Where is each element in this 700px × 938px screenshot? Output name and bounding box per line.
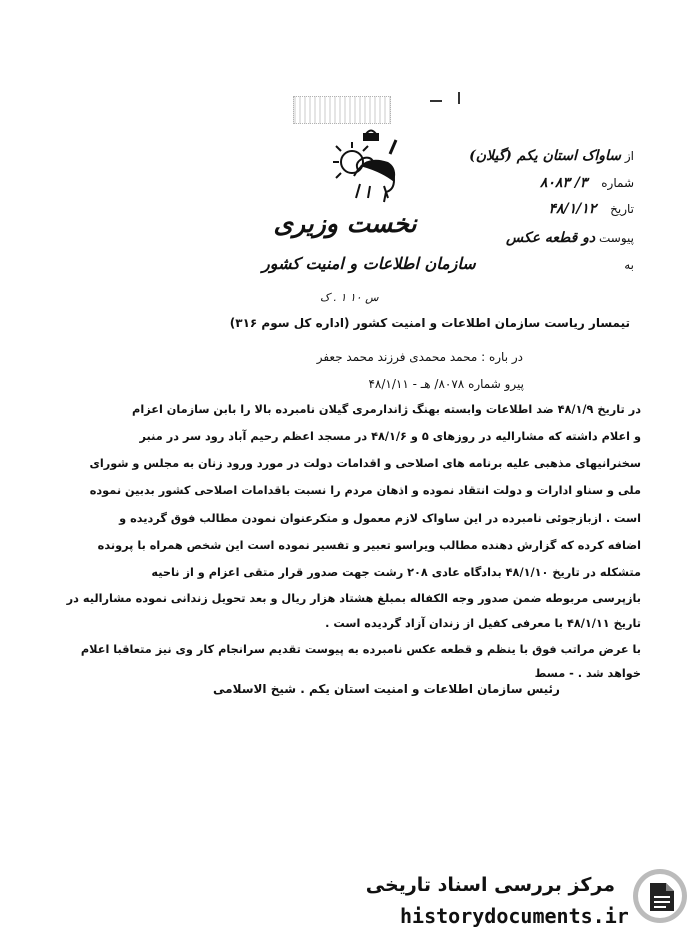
from-value: ساواک استان یکم (گیلان) [469,148,622,164]
faded-stamp [293,96,391,124]
corner-mark [458,92,460,104]
body-line: متشکله در تاریخ ۴۸/۱/۱۰ بدادگاه عادی ۲۰۸ رشت جهت صدور قرار متقی اعزام و از ناحیه [151,566,641,579]
attachment-row [500,230,634,246]
body-line: و اعلام داشته که مشارالیه در روزهای ۵ و ۴۸/۱/۶ در مسجد اعظم رحیم آباد رود سر در منبر [139,430,641,443]
date-row [490,201,634,217]
number-row [470,175,634,191]
watermark [365,857,700,938]
corner-mark [430,100,442,102]
recipient-line: تیمسار ریاست سازمان اطلاعات و امنیت کشور (اداره کل سوم ۳۱۶) [229,316,630,330]
ministry-title: نخست وزیری [273,209,417,238]
watermark-title: مرکز بررسی اسناد تاریخی [365,874,615,896]
reference-line: پیرو شماره ۸۰۷۸/ هـ - ۴۸/۱/۱۱ [368,377,524,391]
attachment-value: دو قطعه عکس [506,230,596,246]
subject-line: در باره : محمد محمدی فرزند محمد جعفر [316,350,523,364]
to-label: به [624,258,634,272]
body-line: سخنرانیهای مذهبی علیه برنامه های اصلاحی و اقدامات دولت در مورد ورود زنان به مجلس و شورای [89,457,641,470]
signature-line: رئیس سازمان اطلاعات و امنیت استان یکم . شیخ الاسلامی [213,682,560,696]
body-line: تاریخ ۴۸/۱/۱۱ با معرفی کفیل از زندان آزاد گردیده است . [325,617,641,630]
body-line: اضافه کرده که گزارش دهنده مطالب ویراسو تعبیر و تفسیر نموده است این شخص همراه با پرونده [97,539,641,552]
to-row [560,258,634,272]
from-row [446,148,634,164]
body-line: ملی و سناو ادارات و دولت انتقاد نموده و اذهان مردم را نسبت باقدامات اصلاحی کشور بدبین نموده [89,484,641,497]
watermark-url: historydocuments.ir [400,904,629,928]
body-line: با عرض مراتب فوق با ینظم و قطعه عکس نامبرده به پیوست تقدیم سرانجام کار وی نیز متعاقبا اعلام [80,643,641,656]
lion-and-sun-emblem [330,126,410,206]
number-value: ۳/ ۸۰۸۳ [539,175,588,191]
body-line: است . ازبازجوئی نامبرده در این ساواک لازم معمول و متکرعنوان نمودن مطالب فوق گردیده و [119,512,641,525]
date-label: تاریخ [610,202,634,216]
body-line: در تاریخ ۴۸/۱/۹ ضد اطلاعات وابسته بهنگ ژاندارمری گیلان نامبرده بالا را بابن سازمان اعزام [132,403,641,416]
number-label: شماره [601,176,634,190]
organization-title: سازمان اطلاعات و امنیت کشور [262,254,476,273]
body-line: بازپرسی مربوطه ضمن صدور وجه الکفاله بمبلغ هشتاد هزار ریال و بعد تحویل زندانی نموده مشارالیه در [66,592,641,605]
from-label: از [624,149,634,163]
reference-code: س ۱۰ ۱ . ک [320,291,379,304]
archive-logo-icon [630,865,690,927]
body-line: خواهد شد . - مسط [534,667,641,680]
attachment-label: پیوست [599,231,634,245]
date-value: ۴۸/۱/۱۲ [548,201,597,217]
